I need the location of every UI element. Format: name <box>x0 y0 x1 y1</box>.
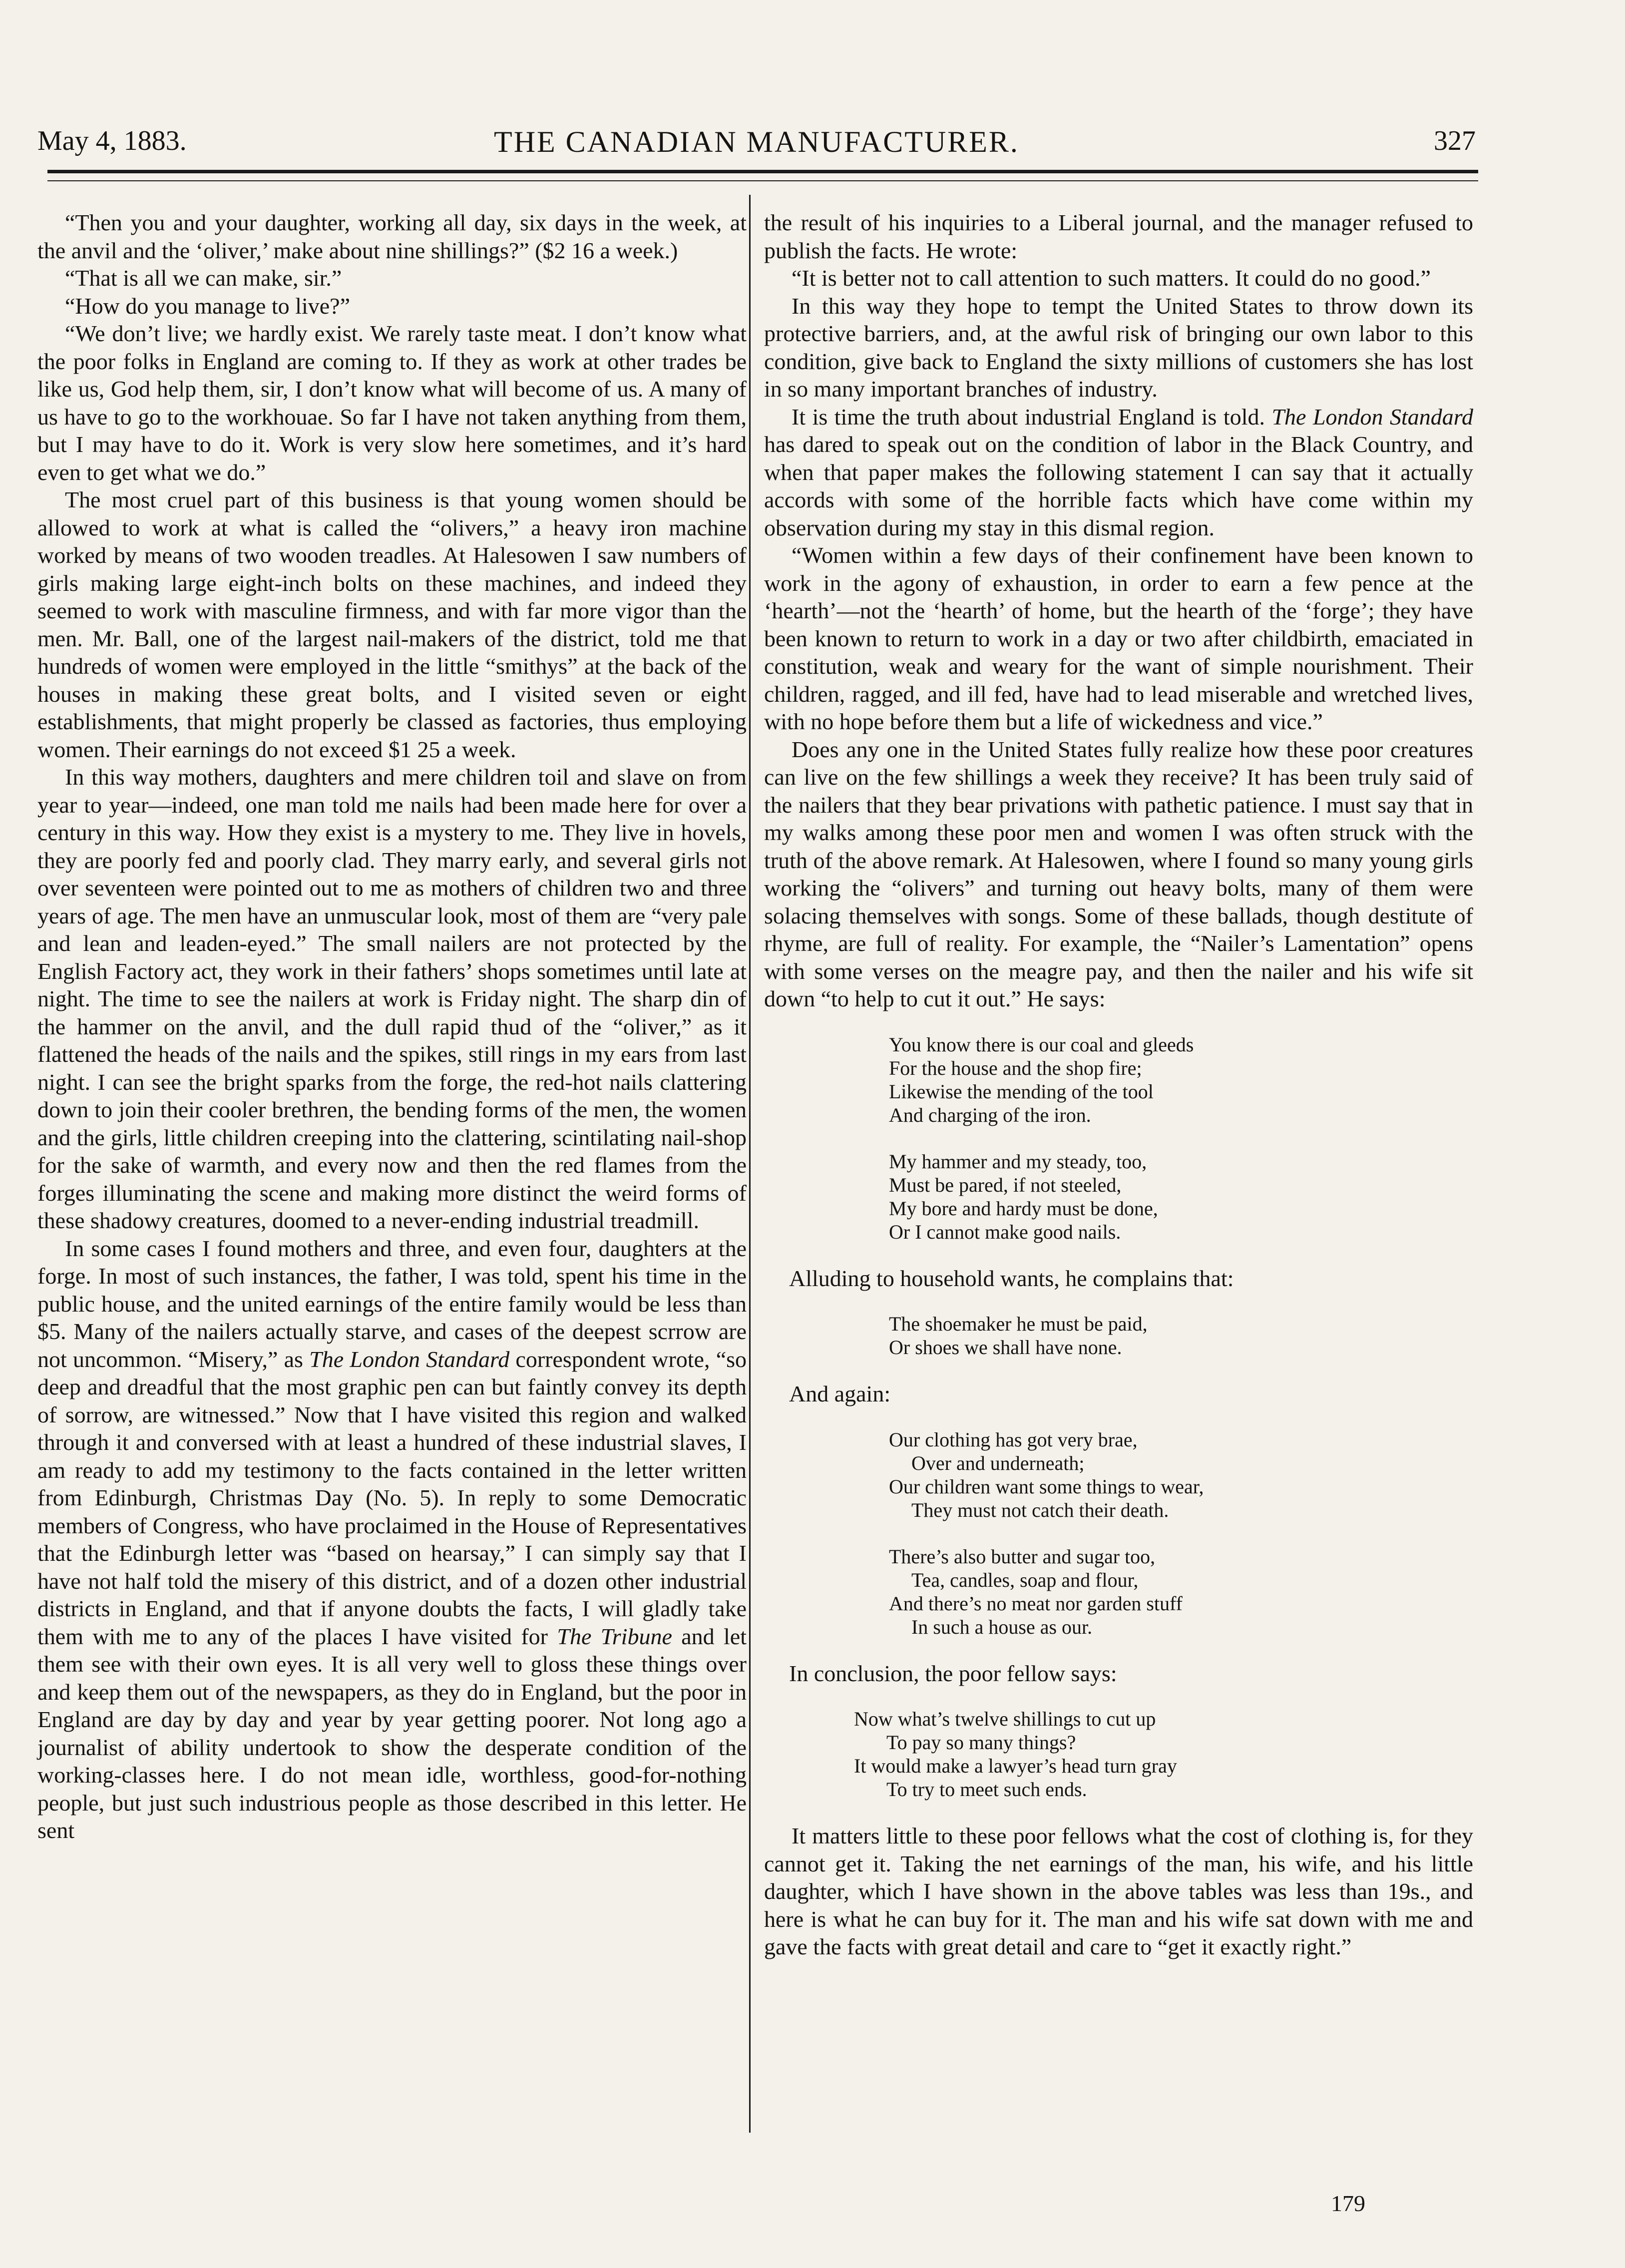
poem-clothing <box>764 1428 1473 1639</box>
issue-date: May 4, 1883. <box>37 125 187 156</box>
text-run: correspondent wrote, “so deep and dreadful that the most graphic pen can but faintly convey its depth of sorrow, are witnessed.” Now that I have visited this region and walked through it and conversed with at least a hundred of these industrial slaves, I am ready to add my testimony to the facts contained in the letter written from Edinburgh, Christmas Day (No. 5). In reply to some Democratic members of Congress, who have proclaimed in the House of Representatives that the Edinburgh letter was “based on hearsay,” I can simply say that I have not half told the misery of this district, and of a dozen other industrial districts in England, and that if anyone doubts the facts, I will gladly take them with me to any of the places I have visited for <box>37 1346 747 1649</box>
stanza <box>889 1033 1473 1127</box>
poem-intro: And again: <box>789 1381 891 1406</box>
verse-line: Now what’s twelve shillings to cut up <box>854 1708 1156 1730</box>
paragraph: the result of his inquiries to a Liberal journal, and the manager refused to publish the facts. He wrote: <box>764 210 1473 263</box>
header-rule <box>47 170 1478 181</box>
masthead-title: THE CANADIAN MANUFACTURER. <box>494 125 1019 158</box>
paragraph <box>764 403 1473 542</box>
verse-line: Must be pared, if not steeled, <box>889 1173 1122 1196</box>
paragraph: In this way they hope to tempt the United States to throw down its protective barriers, and, at the awful risk of bringing our own labor to this condition, give back to England the sixty millions of customers she has lost in so many important branches of industry. <box>764 293 1473 402</box>
verse-line: There’s also butter and sugar too, <box>889 1545 1156 1568</box>
paragraph: “How do you manage to live?” <box>65 293 350 319</box>
poem-nailers-lament <box>764 1033 1473 1244</box>
publication-title: The London Standard <box>309 1346 510 1372</box>
verse-line: Or shoes we shall have none. <box>889 1336 1122 1359</box>
verse-line: Likewise the mending of the tool <box>889 1080 1154 1103</box>
publication-title: The London Standard <box>1271 404 1473 430</box>
poem-intro: In conclusion, the poor fellow says: <box>789 1660 1117 1686</box>
verse-line: Or I cannot make good nails. <box>889 1220 1121 1243</box>
text-run: and let them see with their own eyes. It is all very well to gloss these things over and keep them out of the newspapers, as they do in England, but the poor in England are day by day and year by year getting poorer. Not long ago a journalist of ability undertook to show the desperate condition of the working-classes here. I do not mean idle, worthless, good-for-nothing people, but just such industrious people as those described in this letter. He sent <box>37 1623 747 1843</box>
text-run: In some cases I found mothers and three, and even four, daughters at the forge. In most of such instances, the father, I was told, spent his time in the public house, and the united earnings of the entire family would be less than $5. Many of the nailers actually starve, and cases of the deepest scrrow are not uncommon. “Misery,” as <box>37 1235 747 1372</box>
publication-title: The Tribune <box>557 1623 672 1649</box>
verse-line: Our children want some things to wear, <box>889 1475 1204 1498</box>
verse-line: And there’s no meat nor garden stuff <box>889 1592 1183 1615</box>
verse-line: To pay so many things? <box>886 1731 1076 1754</box>
verse-line: My bore and hardy must be done, <box>889 1197 1158 1220</box>
paragraph: Does any one in the United States fully realize how these poor creatures can live on the few shillings a week they receive? It has been truly said of the nailers that they bear privations with pathetic patience. I must say that in my walks among these poor men and women I was often struck with the truth of the above remark. At Halesowen, where I found so many young girls working the “olivers” and turning out heavy bolts, many of them were solacing themselves with songs. Some of these ballads, though destitute of rhyme, are full of reality. For example, the “Nailer’s Lamentation” opens with some verses on the meagre pay, and then the nailer and his wife sit down “to help to cut it out.” He says: <box>764 736 1473 1011</box>
verse-line: Our clothing has got very brae, <box>889 1428 1138 1451</box>
paragraph <box>37 1235 747 1844</box>
verse-line: It would make a lawyer’s head turn gray <box>854 1755 1177 1777</box>
paragraph: “Women within a few days of their confinement have been known to work in the agony of exhaustion, in order to earn a few pence at the ‘hearth’—not the ‘hearth’ of home, but the hearth of the ‘forge’; they have been known to return to work in a day or two after childbirth, emaciated in constitution, weak and weary for the want of simple nourishment. Their children, ragged, and ill fed, have had to lead miserable and wretched lives, with no hope before them but a life of wickedness and vice.” <box>764 542 1473 734</box>
column-divider <box>749 195 751 2133</box>
verse-line: Over and underneath; <box>911 1451 1085 1474</box>
page-header <box>37 125 1476 165</box>
stanza <box>854 1707 1473 1801</box>
paragraph: In this way mothers, daughters and mere children toil and slave on from year to year—indeed, one man told me nails had been made here for over a century in this way. How they exist is a mystery to me. They live in hovels, they are poorly fed and poorly clad. They marry early, and several girls not over seventeen were pointed out to me as mothers of children two and three years of age. The men have an unmuscular look, most of them are “very pale and lean and leaden-eyed.” The small nailers are not protected by the English Factory act, they work in their fathers’ shops sometimes until late at night. The time to see the nailers at work is Friday night. The sharp din of the hammer on the anvil, and the dull rapid thud of the “oliver,” as it flattened the heads of the nails and the spikes, still rings in my ears from last night. I can see the bright sparks from the forge, the red-hot nails clattering down to join their cooler brethren, the bending forms of the men, the women and the girls, little children creeping into the clattering, scintilating nail-shop for the sake of warmth, and every now and then the red flames from the forges illuminating the scene and making more distinct the weird forms of these shadowy creatures, doomed to a never-ending industrial treadmill. <box>37 764 747 1233</box>
stanza <box>889 1428 1473 1522</box>
text-run: It is time the truth about industrial England is told. <box>792 404 1272 430</box>
paragraph: “That is all we can make, sir.” <box>65 265 342 291</box>
stanza <box>889 1150 1473 1244</box>
paragraph: “Then you and your daughter, working all day, six days in the week, at the anvil and the ‘oliver,’ make about nine shillings?” ($2 16 a week.) <box>37 210 747 263</box>
page-number: 327 <box>1434 125 1476 156</box>
poem-conclusion <box>764 1707 1473 1801</box>
verse-line: The shoemaker he must be paid, <box>889 1313 1148 1335</box>
verse-line: For the house and the shop fire; <box>889 1056 1142 1079</box>
paragraph: “It is better not to call attention to such matters. It could do no good.” <box>792 265 1431 291</box>
text-run: has dared to speak out on the condition of labor in the Black Country, and when that paper makes the following statement I can say that it actually accords with some of the horrible facts which have come within my observation during my stay in this dismal region. <box>764 432 1473 540</box>
stanza <box>889 1312 1473 1359</box>
verse-line: My hammer and my steady, too, <box>889 1150 1147 1173</box>
verse-line: And charging of the iron. <box>889 1103 1091 1126</box>
poem-intro: Alluding to household wants, he complains that: <box>789 1265 1234 1291</box>
right-column <box>764 209 1473 1961</box>
verse-line: To try to meet such ends. <box>886 1778 1087 1801</box>
verse-line: Tea, candles, soap and flour, <box>911 1568 1139 1591</box>
poem-shoemaker <box>764 1312 1473 1359</box>
stanza <box>889 1545 1473 1639</box>
left-column <box>37 209 747 1844</box>
paragraph: “We don’t live; we hardly exist. We rarely taste meat. I don’t know what the poor folks in England are coming to. If they as work at other trades be like us, God help them, sir, I don’t know what will become of us. A many of us have to go to the workhouae. So far I have not taken anything from them, but I may have to do it. Work is very slow here sometimes, and it’s hard even to get what we do.” <box>37 321 747 485</box>
verse-line: They must not catch their death. <box>911 1498 1169 1521</box>
verse-line: You know there is our coal and gleeds <box>889 1033 1194 1056</box>
footer-page-number: 179 <box>1331 2191 1365 2216</box>
verse-line: In such a house as our. <box>911 1615 1093 1638</box>
paragraph: It matters little to these poor fellows what the cost of clothing is, for they cannot get it. Taking the net earnings of the man, his wife, and his little daughter, which I have shown in the above tables was less than 19s., and here is what he can buy for it. The man and his wife sat down with me and gave the facts with great detail and care to “get it exactly right.” <box>764 1823 1473 1959</box>
paragraph: The most cruel part of this business is that young women should be allowed to work at what is called the “olivers,” a heavy iron machine worked by means of two wooden treadles. At Halesowen I saw numbers of girls making large eight-inch bolts on these machines, and indeed they seemed to work with masculine firmness, and with far more vigor than the men. Mr. Ball, one of the largest nail-makers of the district, told me that hundreds of women were employed in the little “smithys” at the back of the houses in making these great bolts, and I visited seven or eight establishments, that might properly be classed as factories, thus employing women. Their earnings do not exceed $1 25 a week. <box>37 487 747 762</box>
